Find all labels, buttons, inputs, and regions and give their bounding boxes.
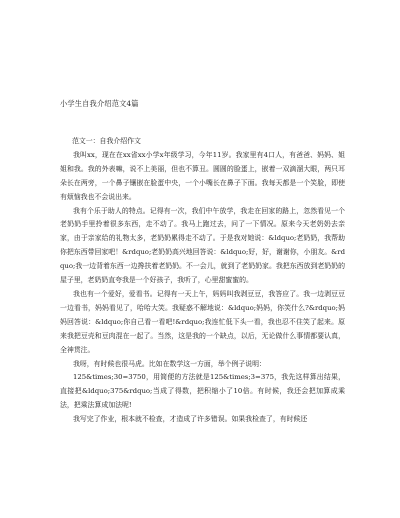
paragraph: 我叫xx，现在在xx省xx小学x年级学习，今年11岁。我家里有4口人，有爸爸、妈妈、姐姐和我。我的外表嘛，说不上美丽，但也不算丑。圆圆的脸蛋上，嵌着一双滴溜大眼，两只耳朵长在两旁，一个鼻子镶嵌在脸蛋中央，一个小嘴长在鼻子下面。我每天都是一个笑脸，即使有烦恼我也不会说出来。	[60, 150, 345, 201]
paragraph: 我有个乐于助人的特点。记得有一次，我们中午放学，我走在回家的路上，忽然看见一个老奶奶手里拎着很多东西，走不动了。我马上跑过去，问了一下情况。原来今天老奶奶去亲家，由于亲家给的礼物太多，老奶奶累得走不动了。于是我对她说：&ldquo;老奶奶，我帮助你把东西带回家吧！&rdquo;老奶奶高兴地回答说：&ldquo;好，好，谢谢你，小朋友。&rdquo;我一边背着东西一边搀扶着老奶奶。不一会儿，就到了老奶奶家。我把东西放到老奶奶的屋子里，老奶奶直夸我是一个好孩子，我听了，心里甜蜜蜜的。	[60, 206, 345, 285]
paragraph: 我写完了作业，根本就不检查，才造成了许多错误。如果我检查了，有时候还	[73, 415, 308, 424]
paragraph: 我呀，有时候也很马虎。比如在数学这一方面，举个例子说明：	[73, 359, 266, 368]
document-title: 小学生自我介绍范文4篇	[60, 99, 139, 108]
paragraph: 我也有一个爱好，爱看书。记得有一天上午，妈妈叫我剥豆豆，我答应了。我一边剥豆豆一边看书，妈妈看见了，哈哈大笑。我疑惑不解地说：&ldquo;妈妈，你笑什么?&rdquo;妈妈回答说：&ldquo;你自己看一看吧!&rdquo;我连忙低下头一看，我也忍不住笑了起来。原来我把豆壳和豆肉混在一起了。当然，这是我的一个缺点，以后，无论做什么事情都要认真，全神贯注。	[60, 289, 345, 354]
document-body	[60, 135, 345, 427]
section-heading: 范文一：自我介绍作文	[72, 137, 141, 145]
paragraph: 125&times;30=3750，用简便的方法就是125&times;3=375，我先这样算出结果，直接把&ldquo;375&rdquo;当成了得数，把积缩小了10倍。有时候，我还会把加算成乘法，把乘法算成加法呢!	[60, 373, 345, 410]
